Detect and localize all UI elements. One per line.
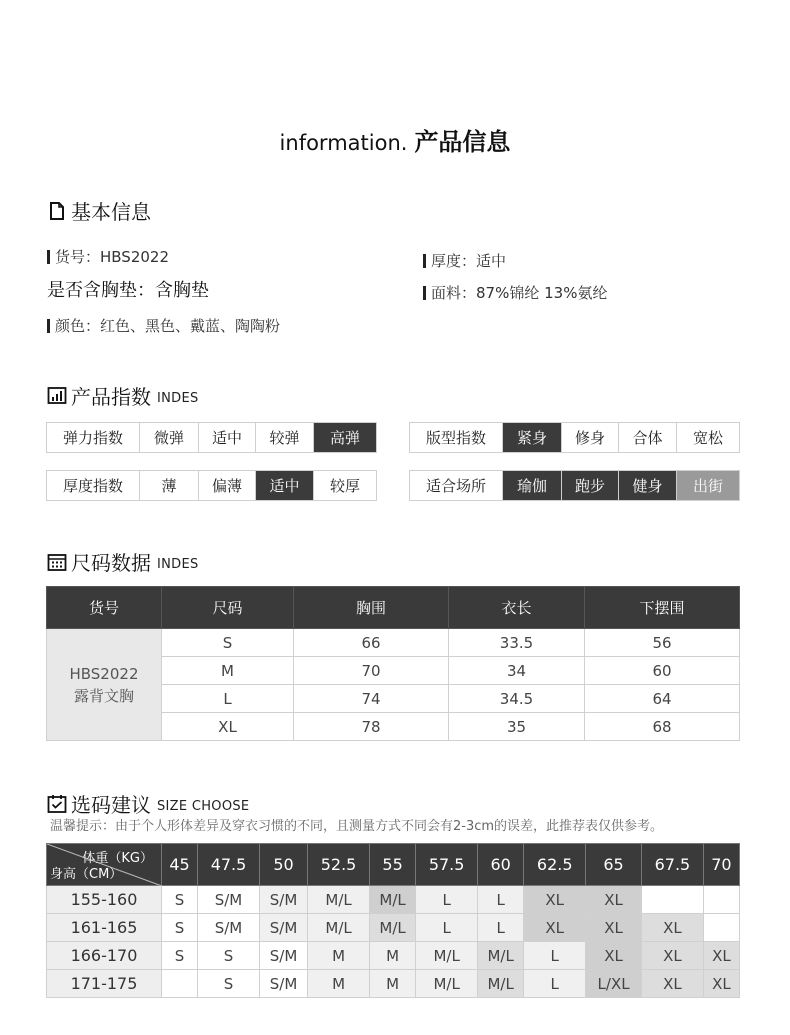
choose-cell: XL: [641, 970, 703, 998]
size-col-header: 下摆围: [585, 587, 740, 629]
weight-header: 47.5: [198, 844, 260, 886]
elastic-option: 微弹: [140, 423, 199, 453]
size-cell: S: [162, 629, 294, 657]
choose-cell: [641, 886, 703, 914]
occasion-label: 适合场所: [410, 471, 503, 501]
model-code: HBS2022: [69, 664, 139, 683]
choose-sub: SIZE CHOOSE: [157, 799, 250, 814]
choose-cell: L: [478, 886, 524, 914]
fit-option: 宽松: [677, 423, 740, 453]
index-sub: INDES: [157, 391, 199, 406]
occasion-option-partial: 出街: [677, 471, 740, 501]
info-colors: [47, 315, 280, 336]
size-col-header: 胸围: [294, 587, 449, 629]
size-choose-table: [46, 843, 740, 998]
thick-option: 薄: [140, 471, 199, 501]
table-row: [47, 942, 740, 970]
thick-option: 较厚: [314, 471, 377, 501]
height-cell: 171-175: [47, 970, 162, 998]
elastic-index-table: [46, 422, 377, 453]
occasion-option-selected: 健身: [619, 471, 677, 501]
choose-cell: M/L: [308, 914, 370, 942]
document-icon: [47, 201, 67, 221]
fit-option: 合体: [619, 423, 677, 453]
calendar-grid-icon: [47, 552, 67, 572]
table-row: [47, 970, 740, 998]
choose-cell: S/M: [259, 914, 307, 942]
occasion-option-selected: 跑步: [562, 471, 619, 501]
chest-cell: 66: [294, 629, 449, 657]
choose-cell: XL: [524, 914, 586, 942]
hem-cell: 64: [585, 685, 740, 713]
choose-cell: M/L: [308, 886, 370, 914]
choose-cell: M/L: [478, 942, 524, 970]
length-cell: 33.5: [449, 629, 585, 657]
choose-cell: S: [198, 942, 260, 970]
weight-header: 45: [162, 844, 198, 886]
choose-cell: XL: [641, 914, 703, 942]
height-cell: 155-160: [47, 886, 162, 914]
info-thickness: [423, 250, 506, 271]
choose-cell: S/M: [259, 970, 307, 998]
choose-cell: S: [162, 942, 198, 970]
length-cell: 34.5: [449, 685, 585, 713]
weight-header: 65: [586, 844, 642, 886]
fit-option-selected: 紧身: [503, 423, 562, 453]
choose-cell: XL: [703, 970, 739, 998]
choose-cell: XL: [703, 942, 739, 970]
size-sub: INDES: [157, 557, 199, 572]
occasion-option-selected: 瑜伽: [503, 471, 562, 501]
choose-cell: M/L: [416, 942, 478, 970]
length-cell: 35: [449, 713, 585, 741]
thick-label: 厚度指数: [47, 471, 140, 501]
choose-cell: M/L: [369, 914, 415, 942]
choose-cell: S: [162, 886, 198, 914]
choose-cell: L: [524, 942, 586, 970]
weight-header: 62.5: [524, 844, 586, 886]
fit-label: 版型指数: [410, 423, 503, 453]
elastic-option: 较弹: [256, 423, 314, 453]
colors-text: 颜色：红色、黑色、戴蓝、陶陶粉: [55, 317, 281, 335]
choose-cell: L/XL: [586, 970, 642, 998]
model-cell: [47, 629, 162, 741]
weight-header: 70: [703, 844, 739, 886]
choose-cell: XL: [586, 914, 642, 942]
checkbox-calendar-icon: [47, 794, 67, 814]
occasion-index-table: [409, 470, 740, 501]
weight-header: 55: [369, 844, 415, 886]
info-item-no: [47, 246, 169, 267]
basic-info-title: 基本信息: [71, 200, 151, 224]
title-en: information.: [279, 131, 408, 155]
table-row: [47, 914, 740, 942]
choose-cell: S/M: [198, 886, 260, 914]
thickness-text: 厚度：适中: [431, 252, 507, 270]
basic-info-heading: [47, 196, 151, 225]
size-col-header: 衣长: [449, 587, 585, 629]
page-title: [0, 122, 790, 157]
choose-cell: M/L: [369, 886, 415, 914]
choose-cell: S: [198, 970, 260, 998]
info-pad: [47, 276, 209, 302]
choose-cell: [162, 970, 198, 998]
choose-cell: L: [524, 970, 586, 998]
choose-cell: XL: [586, 886, 642, 914]
info-fabric: [423, 282, 607, 303]
item-no-text: 货号：HBS2022: [55, 248, 170, 266]
weight-header: 57.5: [416, 844, 478, 886]
elastic-option: 适中: [199, 423, 256, 453]
thick-option: 偏薄: [199, 471, 256, 501]
size-title: 尺码数据: [71, 551, 151, 575]
fit-option: 修身: [562, 423, 619, 453]
bullet-bar: [47, 319, 50, 333]
corner-height-label: 身高（CM）: [50, 867, 123, 882]
hem-cell: 68: [585, 713, 740, 741]
choose-cell: XL: [524, 886, 586, 914]
corner-header: [47, 844, 162, 886]
elastic-option-selected: 高弹: [314, 423, 377, 453]
height-cell: 166-170: [47, 942, 162, 970]
size-header-row: [47, 587, 740, 629]
weight-header: 60: [478, 844, 524, 886]
size-cell: XL: [162, 713, 294, 741]
thick-option-selected: 适中: [256, 471, 314, 501]
size-heading: [47, 547, 199, 576]
choose-cell: XL: [586, 942, 642, 970]
size-hint: 温馨提示：由于个人形体差异及穿衣习惯的不同，且测量方式不同会有2-3cm的误差，此推荐表仅供参考。: [50, 819, 664, 834]
weight-header: 52.5: [308, 844, 370, 886]
chest-cell: 70: [294, 657, 449, 685]
bar-chart-icon: [47, 386, 67, 406]
thick-index-table: [46, 470, 377, 501]
elastic-label: 弹力指数: [47, 423, 140, 453]
choose-cell: S/M: [259, 886, 307, 914]
model-name: 露背文胸: [73, 686, 134, 705]
fabric-text: 面料：87%锦纶 13%氨纶: [431, 284, 608, 302]
bullet-bar: [423, 254, 426, 268]
choose-cell: [703, 914, 739, 942]
index-title: 产品指数: [71, 385, 151, 409]
bullet-bar: [47, 250, 50, 264]
choose-cell: L: [416, 914, 478, 942]
size-data-table: [46, 586, 740, 741]
choose-heading: [47, 789, 249, 818]
choose-cell: M: [369, 942, 415, 970]
choose-cell: L: [416, 886, 478, 914]
length-cell: 34: [449, 657, 585, 685]
index-heading: [47, 381, 199, 410]
choose-title: 选码建议: [71, 793, 151, 817]
size-cell: M: [162, 657, 294, 685]
choose-cell: S/M: [259, 942, 307, 970]
pad-text: 是否含胸垫：含胸垫: [47, 280, 209, 301]
bullet-bar: [423, 286, 426, 300]
chest-cell: 74: [294, 685, 449, 713]
hem-cell: 60: [585, 657, 740, 685]
size-col-header: 货号: [47, 587, 162, 629]
choose-cell: L: [478, 914, 524, 942]
size-cell: L: [162, 685, 294, 713]
table-row: [47, 629, 740, 657]
choose-cell: M: [308, 970, 370, 998]
fit-index-table: [409, 422, 740, 453]
choose-cell: [703, 886, 739, 914]
choose-cell: M: [369, 970, 415, 998]
table-row: [47, 886, 740, 914]
choose-cell: S: [162, 914, 198, 942]
choose-cell: M/L: [416, 970, 478, 998]
choose-cell: S/M: [198, 914, 260, 942]
choose-header-row: [47, 844, 740, 886]
weight-header: 67.5: [641, 844, 703, 886]
hem-cell: 56: [585, 629, 740, 657]
choose-cell: M: [308, 942, 370, 970]
chest-cell: 78: [294, 713, 449, 741]
size-col-header: 尺码: [162, 587, 294, 629]
choose-cell: M/L: [478, 970, 524, 998]
title-zh: 产品信息: [414, 128, 511, 156]
height-cell: 161-165: [47, 914, 162, 942]
choose-cell: XL: [641, 942, 703, 970]
weight-header: 50: [259, 844, 307, 886]
corner-weight-label: 体重（KG）: [82, 851, 153, 866]
